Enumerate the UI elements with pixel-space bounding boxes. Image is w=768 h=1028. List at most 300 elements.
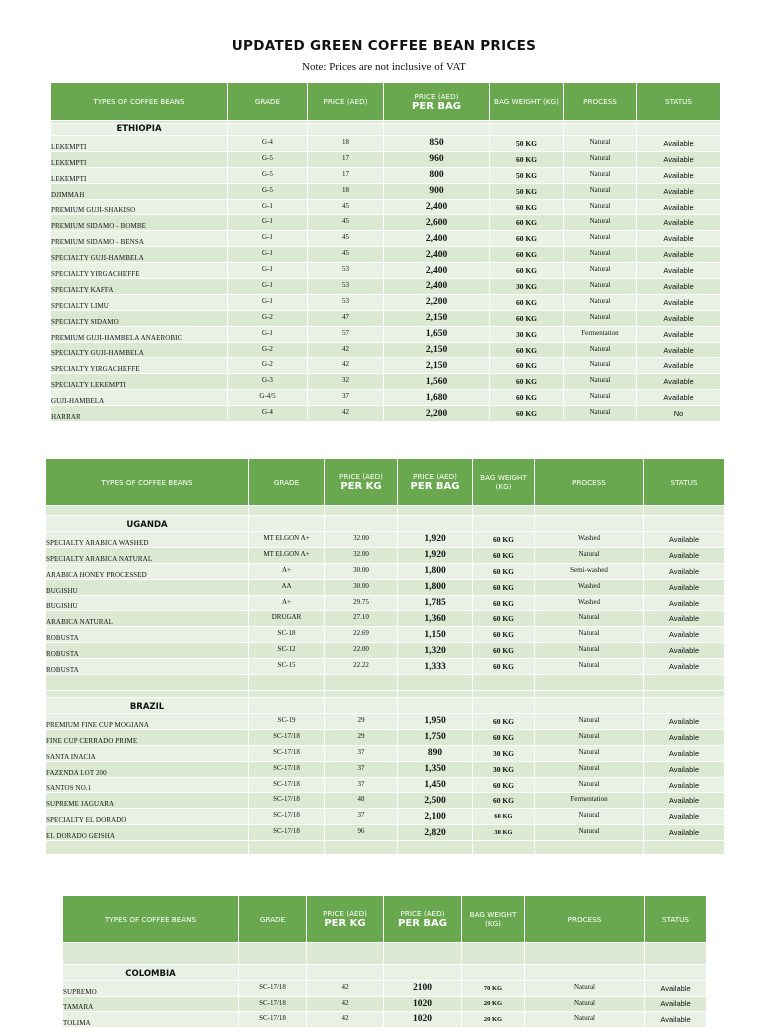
price-bag-bottom: PER BAG [412, 100, 461, 112]
bag-weight-cell: 60 KG [473, 793, 535, 809]
bean-name: BUGISHU [46, 579, 249, 595]
grade-cell: G-2 [228, 310, 308, 326]
process-cell: Natural [535, 643, 644, 659]
bean-name: SPECIALTY GUJI-HAMBELA [51, 342, 228, 358]
table-row [63, 996, 707, 1012]
col-header-price: PRICE (AED) [308, 83, 384, 121]
grade-cell: SC-17/18 [239, 1012, 307, 1028]
price-cell: 42 [307, 981, 384, 997]
process-cell: Natural [564, 406, 637, 422]
process-cell: Natural [535, 659, 644, 675]
table-row [51, 326, 721, 342]
table-row [63, 981, 707, 997]
grade-cell: G-4 [228, 136, 308, 152]
price-cell: 48 [325, 793, 398, 809]
bean-name: PREMIUM FINE CUP MOGIANA [46, 714, 249, 730]
bag-weight-cell: 60 KG [473, 595, 535, 611]
bean-name: PREMIUM GUJI-SHAKISO [51, 199, 228, 215]
bag-price-cell: 2,400 [384, 247, 490, 263]
status-cell: Available [637, 199, 721, 215]
bag-weight-cell: 60 KG [473, 547, 535, 563]
origin-row [51, 124, 721, 136]
status-cell: Available [644, 745, 725, 761]
bag-price-cell: 960 [384, 151, 490, 167]
process-cell: Semi-washed [535, 563, 644, 579]
bean-name: EL DORADO GEISHA [46, 825, 249, 841]
process-cell: Natural [564, 374, 637, 390]
status-cell: Available [644, 793, 725, 809]
bean-name: ROBUSTA [46, 627, 249, 643]
process-cell: Natural [564, 247, 637, 263]
grade-cell: SC-17/18 [249, 761, 325, 777]
col-header-price-bag [398, 459, 473, 506]
price-cell: 29 [325, 714, 398, 730]
col-header-status: STATUS [645, 896, 707, 943]
price-cell: 17 [308, 167, 384, 183]
process-cell: Natural [535, 611, 644, 627]
price-cell: 42 [307, 1012, 384, 1028]
bean-name: SPECIALTY SIDAMO [51, 310, 228, 326]
bag-price-cell: 1,800 [398, 563, 473, 579]
grade-cell: G-1 [228, 231, 308, 247]
price-cell: 47 [308, 310, 384, 326]
bag-price-cell: 1,920 [398, 532, 473, 548]
price-cell: 45 [308, 231, 384, 247]
status-cell: Available [637, 310, 721, 326]
grade-cell: SC-17/18 [249, 825, 325, 841]
uganda-brazil-price-table [45, 458, 725, 855]
price-cell: 37 [308, 390, 384, 406]
bag-weight-cell: 50 KG [490, 167, 564, 183]
col-header-process: PROCESS [535, 459, 644, 506]
col-header-price-bag [384, 83, 490, 121]
grade-cell: SC-17/18 [239, 996, 307, 1012]
bean-name: HARRAR [51, 406, 228, 422]
bag-price-cell: 1,650 [384, 326, 490, 342]
bean-name: SANTA INACIA [46, 745, 249, 761]
bag-price-cell: 2,400 [384, 263, 490, 279]
process-cell: Natural [564, 294, 637, 310]
process-cell: Natural [535, 777, 644, 793]
grade-cell: SC-15 [249, 659, 325, 675]
bag-price-cell: 1,920 [398, 547, 473, 563]
status-cell: Available [637, 279, 721, 295]
process-cell: Natural [564, 279, 637, 295]
bag-weight-cell: 60 KG [473, 714, 535, 730]
price-cell: 30.00 [325, 563, 398, 579]
status-cell: Available [637, 294, 721, 310]
bean-name: PREMIUM GUJI-HAMBELA ANAEROBIC [51, 326, 228, 342]
price-cell: 32.00 [325, 532, 398, 548]
bag-weight-cell: 30 KG [473, 745, 535, 761]
col-header-grade: GRADE [239, 896, 307, 943]
bag-weight-cell: 60 KG [490, 199, 564, 215]
status-cell: Available [637, 231, 721, 247]
bean-name: ROBUSTA [46, 643, 249, 659]
grade-cell: SC-12 [249, 643, 325, 659]
price-bag-top: PRICE (AED) [413, 472, 457, 481]
status-cell: Available [644, 643, 725, 659]
price-cell: 29 [325, 729, 398, 745]
price-cell: 37 [325, 809, 398, 825]
table-row [46, 627, 725, 643]
process-cell: Natural [564, 263, 637, 279]
status-cell: Available [644, 777, 725, 793]
table-row [51, 247, 721, 263]
bag-price-cell: 1020 [384, 996, 462, 1012]
price-cell: 32 [308, 374, 384, 390]
origin-row [46, 516, 725, 532]
bag-weight-cell: 20 KG [462, 1012, 525, 1028]
bag-price-cell: 1,333 [398, 659, 473, 675]
price-cell: 37 [325, 777, 398, 793]
bean-name: SPECIALTY EL DORADO [46, 809, 249, 825]
bag-weight-cell: 60 KG [473, 579, 535, 595]
bag-weight-cell: 60 KG [490, 374, 564, 390]
bean-name: SPECIALTY LIMU [51, 294, 228, 310]
process-cell: Natural [564, 310, 637, 326]
bag-price-cell: 1,360 [398, 611, 473, 627]
status-cell: Available [645, 981, 707, 997]
col-header-types: TYPES OF COFFEE BEANS [51, 83, 228, 121]
price-cell: 27.10 [325, 611, 398, 627]
price-cell: 42 [308, 342, 384, 358]
bag-price-cell: 2,150 [384, 342, 490, 358]
table-row [51, 342, 721, 358]
bag-weight-cell: 20 KG [462, 996, 525, 1012]
grade-cell: G-1 [228, 294, 308, 310]
grade-cell: G-4 [228, 406, 308, 422]
bean-name: SPECIALTY GUJI-HAMBELA [51, 247, 228, 263]
table-header-row [63, 896, 707, 943]
bag-weight-cell: 60 KG [490, 358, 564, 374]
bag-price-cell: 1,350 [398, 761, 473, 777]
price-cell: 22.22 [325, 659, 398, 675]
bag-price-cell: 900 [384, 183, 490, 199]
table-header-row [51, 83, 721, 121]
bag-price-cell: 1,320 [398, 643, 473, 659]
status-cell: Available [645, 1012, 707, 1028]
grade-cell: AA [249, 579, 325, 595]
spacer-row [46, 691, 725, 698]
status-cell: Available [637, 136, 721, 152]
grade-cell: SC-17/18 [249, 745, 325, 761]
bag-weight-cell: 30 KG [473, 825, 535, 841]
price-cell: 30.00 [325, 579, 398, 595]
process-cell: Natural [535, 745, 644, 761]
origin-label: ETHIOPIA [51, 124, 228, 136]
bag-weight-cell: 60 KG [490, 151, 564, 167]
bag-weight-cell: 60 KG [490, 342, 564, 358]
status-cell: Available [637, 390, 721, 406]
bean-name: FINE CUP CERRADO PRIME [46, 729, 249, 745]
process-cell: Natural [564, 358, 637, 374]
grade-cell: MT ELGON A+ [249, 532, 325, 548]
price-cell: 53 [308, 279, 384, 295]
table-row [51, 263, 721, 279]
bean-name: LEKEMPTI [51, 167, 228, 183]
bag-weight-cell: 60 KG [473, 611, 535, 627]
status-cell: Available [644, 714, 725, 730]
bag-price-cell: 890 [398, 745, 473, 761]
bag-price-cell: 1,680 [384, 390, 490, 406]
bag-price-cell: 2100 [384, 981, 462, 997]
price-cell: 18 [308, 136, 384, 152]
process-cell: Natural [564, 183, 637, 199]
bean-name: SPECIALTY LEKEMPTI [51, 374, 228, 390]
col-header-process: PROCESS [564, 83, 637, 121]
status-cell: Available [644, 579, 725, 595]
price-cell: 32.00 [325, 547, 398, 563]
price-cell: 37 [325, 761, 398, 777]
price-cell: 45 [308, 247, 384, 263]
grade-cell: SC-17/18 [249, 777, 325, 793]
bean-name: ARABICA NATURAL [46, 611, 249, 627]
process-cell: Natural [525, 1012, 645, 1028]
table-row [51, 151, 721, 167]
status-cell: Available [644, 729, 725, 745]
process-cell: Fermentation [564, 326, 637, 342]
bag-price-cell: 2,100 [398, 809, 473, 825]
bag-price-cell: 2,500 [398, 793, 473, 809]
col-header-grade: GRADE [228, 83, 308, 121]
col-header-weight: BAG WEIGHT (KG) [490, 83, 564, 121]
table-row [51, 294, 721, 310]
bag-weight-cell: 60 KG [490, 263, 564, 279]
grade-cell: SC-17/18 [239, 981, 307, 997]
price-bag-bottom: PER BAG [398, 918, 447, 929]
table-row [46, 809, 725, 825]
price-bag-top: PRICE (AED) [414, 91, 459, 101]
origin-row [63, 965, 707, 981]
spacer-row [46, 675, 725, 691]
col-header-price-bag [384, 896, 462, 943]
bean-name: BUGISHU [46, 595, 249, 611]
grade-cell: G-1 [228, 199, 308, 215]
col-header-price-kg [325, 459, 398, 506]
table-row [51, 374, 721, 390]
price-cell: 96 [325, 825, 398, 841]
price-bag-top: PRICE (AED) [400, 909, 445, 918]
bean-name: SUPREME JAGUARA [46, 793, 249, 809]
table-row [46, 595, 725, 611]
col-header-types: TYPES OF COFFEE BEANS [63, 896, 239, 943]
table-header-row [46, 459, 725, 506]
table-row [46, 729, 725, 745]
grade-cell: G-2 [228, 358, 308, 374]
bag-price-cell: 1,785 [398, 595, 473, 611]
grade-cell: SC-19 [249, 714, 325, 730]
grade-cell: SC-17/18 [249, 729, 325, 745]
bag-weight-cell: 60 KG [490, 310, 564, 326]
price-kg-bottom: PER KG [340, 481, 382, 492]
bag-price-cell: 2,820 [398, 825, 473, 841]
price-cell: 29.75 [325, 595, 398, 611]
bag-weight-cell: 50 KG [490, 136, 564, 152]
table-row [51, 390, 721, 406]
status-cell: Available [644, 595, 725, 611]
origin-label: BRAZIL [46, 698, 249, 714]
bag-weight-cell: 60 KG [490, 294, 564, 310]
bag-price-cell: 2,200 [384, 294, 490, 310]
price-cell: 45 [308, 215, 384, 231]
price-kg-bottom: PER KG [324, 918, 366, 929]
table-row [46, 532, 725, 548]
col-header-status: STATUS [644, 459, 725, 506]
page-title: UPDATED GREEN COFFEE BEAN PRICES [231, 38, 537, 54]
table-row [51, 183, 721, 199]
spacer-row [63, 943, 707, 965]
bag-weight-cell: 60 KG [473, 777, 535, 793]
process-cell: Natural [564, 136, 637, 152]
grade-cell: G-1 [228, 279, 308, 295]
process-cell: Natural [535, 547, 644, 563]
bean-name: SPECIALTY ARABICA WASHED [46, 532, 249, 548]
bag-weight-cell: 60 KG [490, 215, 564, 231]
vat-note: Note: Prices are not inclusive of VAT [302, 61, 466, 73]
bean-name: LEKEMPTI [51, 151, 228, 167]
col-header-types: TYPES OF COFFEE BEANS [46, 459, 249, 506]
status-cell: Available [637, 183, 721, 199]
origin-row [46, 698, 725, 714]
bag-weight-cell: 60 KG [490, 231, 564, 247]
grade-cell: A+ [249, 563, 325, 579]
price-kg-top: PRICE (AED) [323, 909, 367, 918]
bag-weight-cell: 30 KG [490, 326, 564, 342]
table-row [46, 761, 725, 777]
process-cell: Washed [535, 532, 644, 548]
table-row [46, 714, 725, 730]
bag-price-cell: 1,560 [384, 374, 490, 390]
bag-weight-cell: 30 KG [490, 279, 564, 295]
table-row [46, 793, 725, 809]
status-cell: Available [637, 151, 721, 167]
bag-weight-cell: 60 KG [490, 390, 564, 406]
status-cell: Available [637, 342, 721, 358]
bag-price-cell: 2,150 [384, 358, 490, 374]
process-cell: Natural [564, 151, 637, 167]
status-cell: Available [644, 563, 725, 579]
process-cell: Washed [535, 579, 644, 595]
price-cell: 53 [308, 294, 384, 310]
bag-price-cell: 2,150 [384, 310, 490, 326]
process-cell: Natural [535, 627, 644, 643]
bag-price-cell: 1,950 [398, 714, 473, 730]
process-cell: Natural [535, 761, 644, 777]
table-row [46, 659, 725, 675]
bag-price-cell: 2,200 [384, 406, 490, 422]
status-cell: No [637, 406, 721, 422]
table-row [51, 199, 721, 215]
table-row [46, 825, 725, 841]
process-cell: Natural [564, 215, 637, 231]
bean-name: GUJI-HAMBELA [51, 390, 228, 406]
price-cell: 42 [308, 358, 384, 374]
grade-cell: G-1 [228, 326, 308, 342]
bean-name: SANTOS NO.1 [46, 777, 249, 793]
grade-cell: SC-17/18 [249, 793, 325, 809]
bean-name: ROBUSTA [46, 659, 249, 675]
process-cell: Natural [525, 996, 645, 1012]
status-cell: Available [637, 215, 721, 231]
table-row [51, 358, 721, 374]
process-cell: Natural [535, 729, 644, 745]
bag-weight-cell: 60 KG [473, 532, 535, 548]
bag-weight-cell: 60 KG [473, 643, 535, 659]
bag-price-cell: 2,600 [384, 215, 490, 231]
bean-name: SUPREMO [63, 981, 239, 997]
process-cell: Fermentation [535, 793, 644, 809]
bag-price-cell: 800 [384, 167, 490, 183]
table-row [51, 136, 721, 152]
price-bag-bottom: PER BAG [410, 481, 460, 492]
bag-weight-cell: 30 KG [473, 761, 535, 777]
process-cell: Natural [535, 809, 644, 825]
bag-price-cell: 1020 [384, 1012, 462, 1028]
bean-name: TOLIMA [63, 1012, 239, 1028]
process-cell: Natural [535, 825, 644, 841]
status-cell: Available [644, 532, 725, 548]
col-header-weight: BAG WEIGHT (KG) [473, 459, 535, 506]
grade-cell: G-1 [228, 263, 308, 279]
price-cell: 42 [308, 406, 384, 422]
bag-weight-cell: 60 KG [473, 627, 535, 643]
status-cell: Available [637, 326, 721, 342]
bag-price-cell: 1,450 [398, 777, 473, 793]
bag-weight-cell: 60 KG [473, 729, 535, 745]
process-cell: Natural [564, 199, 637, 215]
col-header-status: STATUS [637, 83, 721, 121]
bag-weight-cell: 60 KG [473, 659, 535, 675]
bag-price-cell: 1,750 [398, 729, 473, 745]
grade-cell: G-4/5 [228, 390, 308, 406]
grade-cell: G-5 [228, 151, 308, 167]
process-cell: Natural [564, 231, 637, 247]
table-row [51, 310, 721, 326]
grade-cell: SC-18 [249, 627, 325, 643]
colombia-price-table [62, 895, 707, 1028]
col-header-grade: GRADE [249, 459, 325, 506]
origin-label: COLOMBIA [63, 965, 239, 981]
bean-name: PREMIUM SIDAMO - BENSA [51, 231, 228, 247]
grade-cell: DRUGAR [249, 611, 325, 627]
bean-name: SPECIALTY YIRGACHEFFE [51, 263, 228, 279]
grade-cell: G-2 [228, 342, 308, 358]
bag-weight-cell: 60 KG [490, 406, 564, 422]
ethiopia-price-table [50, 82, 721, 422]
bag-weight-cell: 50 KG [490, 183, 564, 199]
process-cell: Washed [535, 595, 644, 611]
status-cell: Available [637, 358, 721, 374]
bag-price-cell: 2,400 [384, 279, 490, 295]
bean-name: SPECIALTY YIRGACHEFFE [51, 358, 228, 374]
spacer-row [46, 506, 725, 516]
bean-name: SPECIALTY KAFFA [51, 279, 228, 295]
process-cell: Natural [564, 167, 637, 183]
table-row [46, 777, 725, 793]
table-row [51, 231, 721, 247]
table-row [46, 547, 725, 563]
price-cell: 22.00 [325, 643, 398, 659]
grade-cell: MT ELGON A+ [249, 547, 325, 563]
bean-name: ARABICA HONEY PROCESSED [46, 563, 249, 579]
bean-name: TAMARA [63, 996, 239, 1012]
grade-cell: G-1 [228, 215, 308, 231]
bean-name: DJIMMAH [51, 183, 228, 199]
bean-name: FAZENDA LOT 200 [46, 761, 249, 777]
status-cell: Available [644, 659, 725, 675]
bag-weight-cell: 70 KG [462, 981, 525, 997]
